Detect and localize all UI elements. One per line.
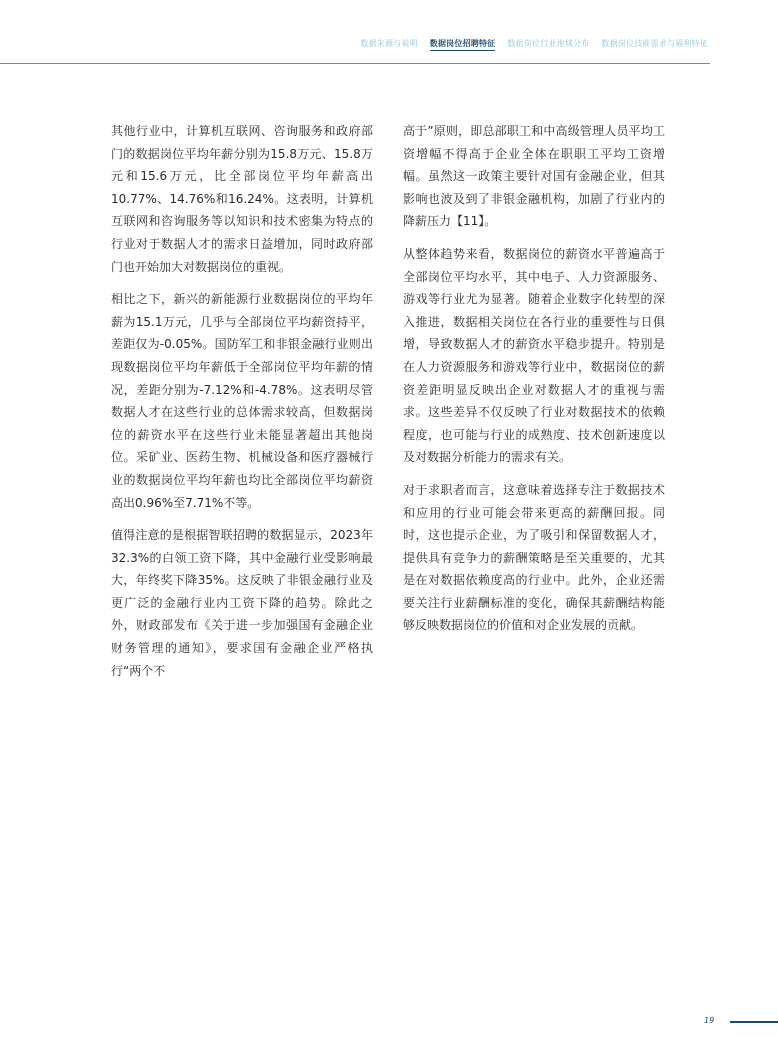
nav-item-recruitment-features[interactable]: 数据岗位招聘特征 [430, 38, 496, 51]
paragraph: 相比之下，新兴的新能源行业数据岗位的平均年薪为15.1万元，几乎与全部岗位平均薪资持平，差距仅为-0.05%。国防军工和非银金融行业则出现数据岗位平均年薪低于全部岗位平均年薪的情况，差距分别为-7.12%和-4.78%。这表明尽管数据人才在这些行业的总体需求较高，但数据岗位的薪资水平在这些行业未能显著超出其他岗位。采矿业、医药生物、机械设备和医疗器械行业的数据岗位平均年薪也均比全部岗位平均薪资高出0.96%至7.71%不等。 [111, 292, 373, 510]
paragraph: 值得注意的是根据智联招聘的数据显示，2023年32.3%的白领工资下降，其中金融行业受影响最大，年终奖下降35%。这反映了非银金融行业及更广泛的金融行业内工资下降的趋势。除此之外，财政部发布《关于进一步加强国有金融企业财务管理的通知》，要求国有金融企业严格执行“两个不 [111, 528, 373, 678]
nav-item-data-source[interactable]: 数据来源与说明 [360, 39, 418, 48]
left-column [111, 120, 373, 692]
page-number: 19 [704, 1016, 715, 1025]
paragraph: 对于求职者而言，这意味着选择专注于数据技术和应用的行业可能会带来更高的薪酬回报。同时，这也提示企业，为了吸引和保留数据人才，提供具有竞争力的薪酬策略是至关重要的，尤其是在对数据依赖度高的行业中。此外，企业还需要关注行业薪酬标准的变化，确保其薪酬结构能够反映数据岗位的价值和对企业发展的贡献。 [403, 482, 665, 633]
header-divider [0, 63, 710, 64]
nav-item-industry-region[interactable]: 数据岗位行业地域分布 [507, 39, 590, 48]
right-column [403, 120, 665, 647]
paragraph: 其他行业中，计算机互联网、咨询服务和政府部门的数据岗位平均年薪分别为15.8万元、15.8万元和15.6万元，比全部岗位平均年薪高出10.77%、14.76%和16.24%。这表明，计算机互联网和咨询服务等以知识和技术密集为特点的行业对于数据人才的需求日益增加，同时政府部门也开始加大对数据岗位的重视。 [111, 124, 373, 274]
footer-divider [730, 1021, 778, 1023]
nav-item-skills-benefits[interactable]: 数据岗位技能需求与福利特征 [601, 39, 708, 48]
paragraph: 从整体趋势来看，数据岗位的薪资水平普遍高于全部岗位平均水平，其中电子、人力资源服务、游戏等行业尤为显著。随着企业数字化转型的深入推进，数据相关岗位在各行业的重要性与日俱增，导致数据人才的薪资水平稳步提升。特别是在人力资源服务和游戏等行业中，数据岗位的薪资差距明显反映出企业对数据人才的重视与需求。这些差异不仅反映了行业对数据技术的依赖程度，也可能与行业的成熟度、技术创新速度以及对数据分析能力的需求有关。 [403, 246, 665, 465]
top-navigation [360, 38, 708, 51]
paragraph: 高于”原则，即总部职工和中高级管理人员平均工资增幅不得高于企业全体在职职工平均工资增幅。虽然这一政策主要针对国有金融企业，但其影响也波及到了非银金融机构，加剧了行业内的降薪压力【11】。 [403, 124, 665, 229]
